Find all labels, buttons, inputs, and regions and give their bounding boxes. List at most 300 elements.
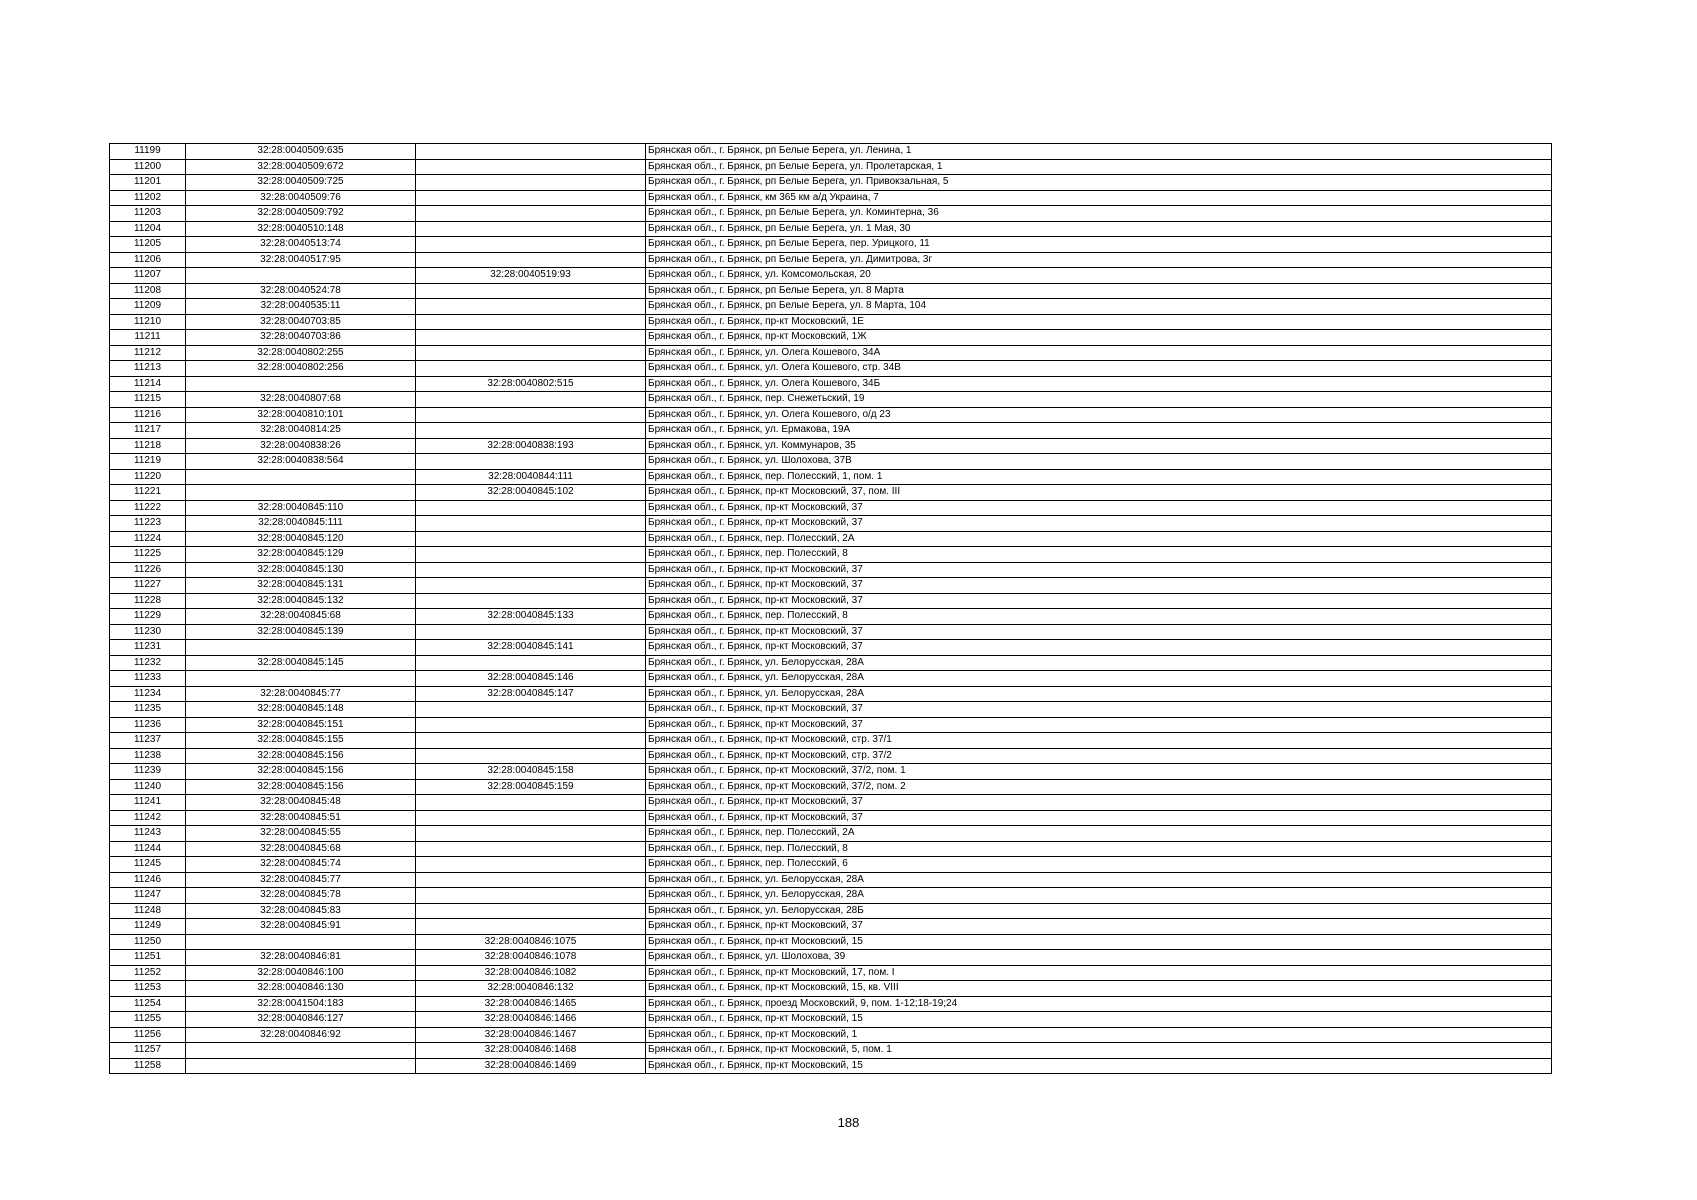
table-row xyxy=(110,810,1552,826)
cadastral-number-cell: 32:28:0040845:77 xyxy=(186,872,416,888)
cadastral-number-cell: 32:28:0040845:145 xyxy=(186,655,416,671)
cadastral-number-cell: 32:28:0040845:155 xyxy=(186,733,416,749)
row-number-cell: 11200 xyxy=(110,159,186,175)
related-cadastral-number-cell xyxy=(416,423,646,439)
address-cell: Брянская обл., г. Брянск, пр-кт Московский, 37 xyxy=(646,578,1552,594)
cadastral-number-cell: 32:28:0040845:83 xyxy=(186,903,416,919)
row-number-cell: 11223 xyxy=(110,516,186,532)
row-number-cell: 11221 xyxy=(110,485,186,501)
row-number-cell: 11213 xyxy=(110,361,186,377)
address-cell: Брянская обл., г. Брянск, пр-кт Московский, 37/2, пом. 1 xyxy=(646,764,1552,780)
row-number-cell: 11245 xyxy=(110,857,186,873)
table-row xyxy=(110,981,1552,997)
row-number-cell: 11233 xyxy=(110,671,186,687)
address-cell: Брянская обл., г. Брянск, пер. Полесский, 1, пом. 1 xyxy=(646,469,1552,485)
address-cell: Брянская обл., г. Брянск, ул. Белорусская, 28А xyxy=(646,671,1552,687)
cadastral-number-cell: 32:28:0040845:130 xyxy=(186,562,416,578)
cadastral-number-cell xyxy=(186,934,416,950)
related-cadastral-number-cell xyxy=(416,299,646,315)
row-number-cell: 11225 xyxy=(110,547,186,563)
row-number-cell: 11248 xyxy=(110,903,186,919)
related-cadastral-number-cell xyxy=(416,237,646,253)
related-cadastral-number-cell xyxy=(416,500,646,516)
table-row xyxy=(110,500,1552,516)
related-cadastral-number-cell xyxy=(416,283,646,299)
related-cadastral-number-cell xyxy=(416,578,646,594)
cadastral-number-cell: 32:28:0040845:156 xyxy=(186,748,416,764)
related-cadastral-number-cell: 32:28:0040845:141 xyxy=(416,640,646,656)
address-cell: Брянская обл., г. Брянск, пер. Полесский, 6 xyxy=(646,857,1552,873)
address-cell: Брянская обл., г. Брянск, пер. Полесский, 8 xyxy=(646,547,1552,563)
related-cadastral-number-cell: 32:28:0040846:132 xyxy=(416,981,646,997)
related-cadastral-number-cell xyxy=(416,175,646,191)
cadastral-number-cell: 32:28:0040845:78 xyxy=(186,888,416,904)
address-cell: Брянская обл., г. Брянск, пр-кт Московский, 37 xyxy=(646,795,1552,811)
address-cell: Брянская обл., г. Брянск, пр-кт Московский, 37 xyxy=(646,562,1552,578)
address-cell: Брянская обл., г. Брянск, пр-кт Московский, 37/2, пом. 2 xyxy=(646,779,1552,795)
row-number-cell: 11244 xyxy=(110,841,186,857)
related-cadastral-number-cell xyxy=(416,888,646,904)
related-cadastral-number-cell xyxy=(416,454,646,470)
related-cadastral-number-cell: 32:28:0040846:1466 xyxy=(416,1012,646,1028)
table-row xyxy=(110,872,1552,888)
related-cadastral-number-cell xyxy=(416,547,646,563)
table-row xyxy=(110,485,1552,501)
address-cell: Брянская обл., г. Брянск, пр-кт Московский, 37 xyxy=(646,624,1552,640)
row-number-cell: 11212 xyxy=(110,345,186,361)
address-cell: Брянская обл., г. Брянск, ул. Шолохова, 37В xyxy=(646,454,1552,470)
table-row xyxy=(110,252,1552,268)
page-number: 188 xyxy=(837,1115,860,1130)
row-number-cell: 11258 xyxy=(110,1058,186,1074)
cadastral-number-cell: 32:28:0040513:74 xyxy=(186,237,416,253)
row-number-cell: 11250 xyxy=(110,934,186,950)
cadastral-number-cell xyxy=(186,469,416,485)
related-cadastral-number-cell: 32:28:0040845:102 xyxy=(416,485,646,501)
address-cell: Брянская обл., г. Брянск, пер. Снежетьский, 19 xyxy=(646,392,1552,408)
cadastral-number-cell xyxy=(186,1058,416,1074)
address-cell: Брянская обл., г. Брянск, ул. Коммунаров, 35 xyxy=(646,438,1552,454)
related-cadastral-number-cell: 32:28:0040846:1082 xyxy=(416,965,646,981)
related-cadastral-number-cell xyxy=(416,733,646,749)
table-row xyxy=(110,1058,1552,1074)
row-number-cell: 11253 xyxy=(110,981,186,997)
cadastral-number-cell: 32:28:0040845:156 xyxy=(186,779,416,795)
address-cell: Брянская обл., г. Брянск, ул. Олега Кошевого, о/д 23 xyxy=(646,407,1552,423)
table-row xyxy=(110,965,1552,981)
row-number-cell: 11207 xyxy=(110,268,186,284)
cadastral-number-cell: 32:28:0040845:111 xyxy=(186,516,416,532)
related-cadastral-number-cell: 32:28:0040846:1467 xyxy=(416,1027,646,1043)
related-cadastral-number-cell xyxy=(416,361,646,377)
address-cell: Брянская обл., г. Брянск, пр-кт Московский, 37 xyxy=(646,640,1552,656)
table-row xyxy=(110,996,1552,1012)
table-row xyxy=(110,562,1552,578)
address-cell: Брянская обл., г. Брянск, рп Белые Берега, ул. 1 Мая, 30 xyxy=(646,221,1552,237)
row-number-cell: 11229 xyxy=(110,609,186,625)
cadastral-number-cell: 32:28:0040838:564 xyxy=(186,454,416,470)
table-row xyxy=(110,221,1552,237)
row-number-cell: 11214 xyxy=(110,376,186,392)
related-cadastral-number-cell xyxy=(416,795,646,811)
cadastral-number-cell: 32:28:0040845:74 xyxy=(186,857,416,873)
address-cell: Брянская обл., г. Брянск, рп Белые Берега, ул. Пролетарская, 1 xyxy=(646,159,1552,175)
row-number-cell: 11257 xyxy=(110,1043,186,1059)
row-number-cell: 11254 xyxy=(110,996,186,1012)
related-cadastral-number-cell xyxy=(416,407,646,423)
cadastral-number-cell: 32:28:0040846:92 xyxy=(186,1027,416,1043)
table-row xyxy=(110,531,1552,547)
row-number-cell: 11216 xyxy=(110,407,186,423)
cadastral-number-cell: 32:28:0040846:127 xyxy=(186,1012,416,1028)
cadastral-number-cell: 32:28:0040524:78 xyxy=(186,283,416,299)
row-number-cell: 11241 xyxy=(110,795,186,811)
row-number-cell: 11240 xyxy=(110,779,186,795)
table-row xyxy=(110,795,1552,811)
address-cell: Брянская обл., г. Брянск, пр-кт Московский, 1Е xyxy=(646,314,1552,330)
cadastral-number-cell: 32:28:0040838:26 xyxy=(186,438,416,454)
row-number-cell: 11201 xyxy=(110,175,186,191)
table-row xyxy=(110,516,1552,532)
registry-table-body xyxy=(110,144,1552,1074)
table-row xyxy=(110,206,1552,222)
registry-table-container xyxy=(109,143,1552,1074)
related-cadastral-number-cell xyxy=(416,221,646,237)
related-cadastral-number-cell xyxy=(416,903,646,919)
table-row xyxy=(110,1043,1552,1059)
cadastral-number-cell: 32:28:0040846:130 xyxy=(186,981,416,997)
cadastral-number-cell: 32:28:0040703:85 xyxy=(186,314,416,330)
related-cadastral-number-cell xyxy=(416,562,646,578)
address-cell: Брянская обл., г. Брянск, пр-кт Московский, 5, пом. 1 xyxy=(646,1043,1552,1059)
address-cell: Брянская обл., г. Брянск, пр-кт Московский, 37 xyxy=(646,500,1552,516)
table-row xyxy=(110,159,1552,175)
related-cadastral-number-cell xyxy=(416,531,646,547)
cadastral-number-cell xyxy=(186,485,416,501)
table-row xyxy=(110,733,1552,749)
table-row xyxy=(110,702,1552,718)
related-cadastral-number-cell xyxy=(416,919,646,935)
address-cell: Брянская обл., г. Брянск, пр-кт Московский, 37 xyxy=(646,717,1552,733)
table-row xyxy=(110,609,1552,625)
cadastral-number-cell: 32:28:0040509:792 xyxy=(186,206,416,222)
related-cadastral-number-cell: 32:28:0040846:1075 xyxy=(416,934,646,950)
cadastral-number-cell xyxy=(186,671,416,687)
cadastral-number-cell: 32:28:0040845:48 xyxy=(186,795,416,811)
table-row xyxy=(110,392,1552,408)
cadastral-number-cell: 32:28:0040535:11 xyxy=(186,299,416,315)
related-cadastral-number-cell: 32:28:0040846:1469 xyxy=(416,1058,646,1074)
cadastral-number-cell: 32:28:0040807:68 xyxy=(186,392,416,408)
table-row xyxy=(110,764,1552,780)
related-cadastral-number-cell: 32:28:0040846:1468 xyxy=(416,1043,646,1059)
table-row xyxy=(110,407,1552,423)
cadastral-number-cell: 32:28:0040845:51 xyxy=(186,810,416,826)
cadastral-number-cell: 32:28:0040509:76 xyxy=(186,190,416,206)
row-number-cell: 11220 xyxy=(110,469,186,485)
address-cell: Брянская обл., г. Брянск, пер. Полесский, 2А xyxy=(646,826,1552,842)
row-number-cell: 11209 xyxy=(110,299,186,315)
table-row xyxy=(110,903,1552,919)
table-row xyxy=(110,376,1552,392)
related-cadastral-number-cell xyxy=(416,159,646,175)
related-cadastral-number-cell xyxy=(416,826,646,842)
table-row xyxy=(110,454,1552,470)
related-cadastral-number-cell xyxy=(416,392,646,408)
table-row xyxy=(110,934,1552,950)
related-cadastral-number-cell xyxy=(416,314,646,330)
cadastral-number-cell: 32:28:0040814:25 xyxy=(186,423,416,439)
address-cell: Брянская обл., г. Брянск, рп Белые Берега, ул. Ленина, 1 xyxy=(646,144,1552,160)
address-cell: Брянская обл., г. Брянск, ул. Олега Кошевого, 34А xyxy=(646,345,1552,361)
cadastral-number-cell: 32:28:0040509:672 xyxy=(186,159,416,175)
cadastral-number-cell: 32:28:0040703:86 xyxy=(186,330,416,346)
related-cadastral-number-cell: 32:28:0040844:111 xyxy=(416,469,646,485)
table-row xyxy=(110,438,1552,454)
row-number-cell: 11242 xyxy=(110,810,186,826)
cadastral-number-cell: 32:28:0040846:100 xyxy=(186,965,416,981)
related-cadastral-number-cell xyxy=(416,810,646,826)
row-number-cell: 11256 xyxy=(110,1027,186,1043)
row-number-cell: 11232 xyxy=(110,655,186,671)
row-number-cell: 11219 xyxy=(110,454,186,470)
address-cell: Брянская обл., г. Брянск, рп Белые Берега, ул. Димитрова, 3г xyxy=(646,252,1552,268)
table-row xyxy=(110,330,1552,346)
address-cell: Брянская обл., г. Брянск, пр-кт Московский, 15 xyxy=(646,1012,1552,1028)
address-cell: Брянская обл., г. Брянск, пр-кт Московский, стр. 37/2 xyxy=(646,748,1552,764)
row-number-cell: 11218 xyxy=(110,438,186,454)
table-row xyxy=(110,686,1552,702)
row-number-cell: 11239 xyxy=(110,764,186,780)
related-cadastral-number-cell xyxy=(416,872,646,888)
cadastral-number-cell: 32:28:0040845:55 xyxy=(186,826,416,842)
table-row xyxy=(110,175,1552,191)
related-cadastral-number-cell xyxy=(416,717,646,733)
table-row xyxy=(110,593,1552,609)
address-cell: Брянская обл., г. Брянск, пр-кт Московский, 15, кв. VIII xyxy=(646,981,1552,997)
address-cell: Брянская обл., г. Брянск, пр-кт Московский, 1Ж xyxy=(646,330,1552,346)
address-cell: Брянская обл., г. Брянск, пр-кт Московский, стр. 37/1 xyxy=(646,733,1552,749)
related-cadastral-number-cell: 32:28:0040845:158 xyxy=(416,764,646,780)
address-cell: Брянская обл., г. Брянск, пр-кт Московский, 37 xyxy=(646,810,1552,826)
related-cadastral-number-cell xyxy=(416,516,646,532)
address-cell: Брянская обл., г. Брянск, пр-кт Московский, 37, пом. III xyxy=(646,485,1552,501)
row-number-cell: 11246 xyxy=(110,872,186,888)
address-cell: Брянская обл., г. Брянск, рп Белые Берега, ул. Коминтерна, 36 xyxy=(646,206,1552,222)
address-cell: Брянская обл., г. Брянск, ул. Белорусская, 28А xyxy=(646,686,1552,702)
address-cell: Брянская обл., г. Брянск, пр-кт Московский, 15 xyxy=(646,934,1552,950)
related-cadastral-number-cell xyxy=(416,206,646,222)
cadastral-number-cell: 32:28:0041504:183 xyxy=(186,996,416,1012)
table-row xyxy=(110,841,1552,857)
address-cell: Брянская обл., г. Брянск, рп Белые Берега, пер. Урицкого, 11 xyxy=(646,237,1552,253)
address-cell: Брянская обл., г. Брянск, пер. Полесский, 2А xyxy=(646,531,1552,547)
table-row xyxy=(110,640,1552,656)
table-row xyxy=(110,919,1552,935)
address-cell: Брянская обл., г. Брянск, ул. Белорусская, 28А xyxy=(646,872,1552,888)
address-cell: Брянская обл., г. Брянск, ул. Шолохова, 39 xyxy=(646,950,1552,966)
address-cell: Брянская обл., г. Брянск, ул. Комсомольская, 20 xyxy=(646,268,1552,284)
table-row xyxy=(110,469,1552,485)
table-row xyxy=(110,345,1552,361)
table-row xyxy=(110,826,1552,842)
related-cadastral-number-cell xyxy=(416,702,646,718)
address-cell: Брянская обл., г. Брянск, проезд Московский, 9, пом. 1-12;18-19;24 xyxy=(646,996,1552,1012)
related-cadastral-number-cell: 32:28:0040845:147 xyxy=(416,686,646,702)
row-number-cell: 11251 xyxy=(110,950,186,966)
address-cell: Брянская обл., г. Брянск, ул. Ермакова, 19А xyxy=(646,423,1552,439)
table-row xyxy=(110,268,1552,284)
address-cell: Брянская обл., г. Брянск, рп Белые Берега, ул. 8 Марта xyxy=(646,283,1552,299)
related-cadastral-number-cell xyxy=(416,857,646,873)
cadastral-number-cell xyxy=(186,376,416,392)
table-row xyxy=(110,655,1552,671)
cadastral-number-cell: 32:28:0040802:256 xyxy=(186,361,416,377)
address-cell: Брянская обл., г. Брянск, км 365 км а/д Украина, 7 xyxy=(646,190,1552,206)
table-row xyxy=(110,144,1552,160)
cadastral-number-cell xyxy=(186,268,416,284)
cadastral-number-cell: 32:28:0040845:91 xyxy=(186,919,416,935)
cadastral-number-cell: 32:28:0040845:68 xyxy=(186,609,416,625)
table-row xyxy=(110,857,1552,873)
row-number-cell: 11234 xyxy=(110,686,186,702)
address-cell: Брянская обл., г. Брянск, ул. Олега Кошевого, стр. 34В xyxy=(646,361,1552,377)
related-cadastral-number-cell: 32:28:0040846:1465 xyxy=(416,996,646,1012)
row-number-cell: 11231 xyxy=(110,640,186,656)
address-cell: Брянская обл., г. Брянск, ул. Белорусская, 28А xyxy=(646,888,1552,904)
table-row xyxy=(110,671,1552,687)
address-cell: Брянская обл., г. Брянск, пр-кт Московский, 37 xyxy=(646,516,1552,532)
table-row xyxy=(110,779,1552,795)
cadastral-number-cell: 32:28:0040845:110 xyxy=(186,500,416,516)
address-cell: Брянская обл., г. Брянск, ул. Олега Кошевого, 34Б xyxy=(646,376,1552,392)
row-number-cell: 11210 xyxy=(110,314,186,330)
cadastral-number-cell xyxy=(186,640,416,656)
address-cell: Брянская обл., г. Брянск, пр-кт Московский, 37 xyxy=(646,919,1552,935)
row-number-cell: 11237 xyxy=(110,733,186,749)
row-number-cell: 11247 xyxy=(110,888,186,904)
table-row xyxy=(110,748,1552,764)
cadastral-number-cell: 32:28:0040845:131 xyxy=(186,578,416,594)
related-cadastral-number-cell xyxy=(416,345,646,361)
address-cell: Брянская обл., г. Брянск, ул. Белорусская, 28А xyxy=(646,655,1552,671)
table-row xyxy=(110,299,1552,315)
cadastral-number-cell: 32:28:0040509:725 xyxy=(186,175,416,191)
related-cadastral-number-cell xyxy=(416,144,646,160)
row-number-cell: 11236 xyxy=(110,717,186,733)
row-number-cell: 11228 xyxy=(110,593,186,609)
address-cell: Брянская обл., г. Брянск, пер. Полесский, 8 xyxy=(646,841,1552,857)
row-number-cell: 11217 xyxy=(110,423,186,439)
address-cell: Брянская обл., г. Брянск, рп Белые Берега, ул. 8 Марта, 104 xyxy=(646,299,1552,315)
related-cadastral-number-cell xyxy=(416,330,646,346)
row-number-cell: 11222 xyxy=(110,500,186,516)
table-row xyxy=(110,1012,1552,1028)
cadastral-number-cell: 32:28:0040845:77 xyxy=(186,686,416,702)
cadastral-number-cell: 32:28:0040510:148 xyxy=(186,221,416,237)
table-row xyxy=(110,314,1552,330)
row-number-cell: 11227 xyxy=(110,578,186,594)
table-row xyxy=(110,237,1552,253)
address-cell: Брянская обл., г. Брянск, пр-кт Московский, 15 xyxy=(646,1058,1552,1074)
related-cadastral-number-cell: 32:28:0040845:159 xyxy=(416,779,646,795)
row-number-cell: 11235 xyxy=(110,702,186,718)
cadastral-number-cell: 32:28:0040846:81 xyxy=(186,950,416,966)
row-number-cell: 11252 xyxy=(110,965,186,981)
related-cadastral-number-cell xyxy=(416,841,646,857)
cadastral-number-cell: 32:28:0040845:156 xyxy=(186,764,416,780)
related-cadastral-number-cell xyxy=(416,252,646,268)
row-number-cell: 11215 xyxy=(110,392,186,408)
related-cadastral-number-cell: 32:28:0040845:133 xyxy=(416,609,646,625)
related-cadastral-number-cell xyxy=(416,593,646,609)
address-cell: Брянская обл., г. Брянск, пер. Полесский, 8 xyxy=(646,609,1552,625)
row-number-cell: 11249 xyxy=(110,919,186,935)
row-number-cell: 11206 xyxy=(110,252,186,268)
related-cadastral-number-cell: 32:28:0040845:146 xyxy=(416,671,646,687)
table-row xyxy=(110,361,1552,377)
address-cell: Брянская обл., г. Брянск, пр-кт Московский, 1 xyxy=(646,1027,1552,1043)
related-cadastral-number-cell: 32:28:0040519:93 xyxy=(416,268,646,284)
related-cadastral-number-cell: 32:28:0040838:193 xyxy=(416,438,646,454)
row-number-cell: 11205 xyxy=(110,237,186,253)
table-row xyxy=(110,950,1552,966)
cadastral-number-cell xyxy=(186,1043,416,1059)
related-cadastral-number-cell xyxy=(416,624,646,640)
address-cell: Брянская обл., г. Брянск, рп Белые Берега, ул. Привокзальная, 5 xyxy=(646,175,1552,191)
table-row xyxy=(110,624,1552,640)
row-number-cell: 11211 xyxy=(110,330,186,346)
table-row xyxy=(110,578,1552,594)
row-number-cell: 11255 xyxy=(110,1012,186,1028)
cadastral-number-cell: 32:28:0040845:68 xyxy=(186,841,416,857)
row-number-cell: 11230 xyxy=(110,624,186,640)
table-row xyxy=(110,888,1552,904)
table-row xyxy=(110,547,1552,563)
address-cell: Брянская обл., г. Брянск, ул. Белорусская, 28Б xyxy=(646,903,1552,919)
registry-table xyxy=(109,143,1552,1074)
cadastral-number-cell: 32:28:0040810:101 xyxy=(186,407,416,423)
table-row xyxy=(110,717,1552,733)
address-cell: Брянская обл., г. Брянск, пр-кт Московский, 17, пом. I xyxy=(646,965,1552,981)
cadastral-number-cell: 32:28:0040517:95 xyxy=(186,252,416,268)
table-row xyxy=(110,1027,1552,1043)
row-number-cell: 11199 xyxy=(110,144,186,160)
cadastral-number-cell: 32:28:0040509:635 xyxy=(186,144,416,160)
row-number-cell: 11204 xyxy=(110,221,186,237)
cadastral-number-cell: 32:28:0040845:132 xyxy=(186,593,416,609)
table-row xyxy=(110,283,1552,299)
cadastral-number-cell: 32:28:0040845:148 xyxy=(186,702,416,718)
cadastral-number-cell: 32:28:0040802:255 xyxy=(186,345,416,361)
address-cell: Брянская обл., г. Брянск, пр-кт Московский, 37 xyxy=(646,593,1552,609)
row-number-cell: 11203 xyxy=(110,206,186,222)
row-number-cell: 11238 xyxy=(110,748,186,764)
table-row xyxy=(110,190,1552,206)
related-cadastral-number-cell: 32:28:0040802:515 xyxy=(416,376,646,392)
cadastral-number-cell: 32:28:0040845:129 xyxy=(186,547,416,563)
cadastral-number-cell: 32:28:0040845:120 xyxy=(186,531,416,547)
related-cadastral-number-cell: 32:28:0040846:1078 xyxy=(416,950,646,966)
address-cell: Брянская обл., г. Брянск, пр-кт Московский, 37 xyxy=(646,702,1552,718)
related-cadastral-number-cell xyxy=(416,190,646,206)
row-number-cell: 11224 xyxy=(110,531,186,547)
related-cadastral-number-cell xyxy=(416,748,646,764)
table-row xyxy=(110,423,1552,439)
row-number-cell: 11226 xyxy=(110,562,186,578)
cadastral-number-cell: 32:28:0040845:139 xyxy=(186,624,416,640)
related-cadastral-number-cell xyxy=(416,655,646,671)
